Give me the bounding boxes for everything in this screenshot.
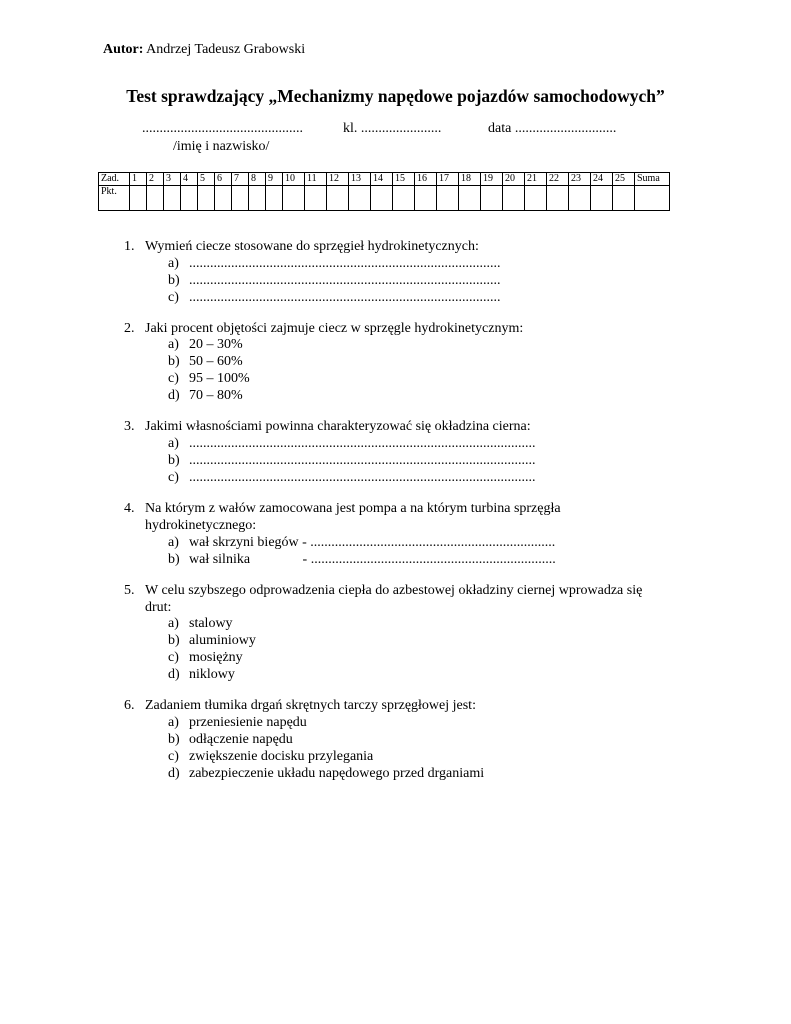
answer-option <box>168 452 536 469</box>
score-cell[interactable] <box>130 186 147 211</box>
name-field-dots: .............................................. <box>142 121 303 136</box>
answer-option <box>168 551 556 568</box>
score-cell[interactable] <box>481 186 503 211</box>
score-cell[interactable] <box>503 186 525 211</box>
option-letter: a) <box>168 715 179 730</box>
score-table-col: 4 <box>181 173 198 186</box>
answer-option[interactable] <box>168 615 233 632</box>
option-letter: b) <box>168 273 180 288</box>
score-cell[interactable] <box>305 186 327 211</box>
answer-blank[interactable]: ................................................................................................... <box>189 453 536 468</box>
score-table-col: 9 <box>266 173 283 186</box>
answer-option[interactable] <box>168 714 307 731</box>
score-table-col: 15 <box>393 173 415 186</box>
score-table-col: 8 <box>249 173 266 186</box>
score-cell[interactable] <box>164 186 181 211</box>
score-table-points-row <box>99 186 670 211</box>
option-text: aluminiowy <box>189 633 256 648</box>
option-letter: c) <box>168 749 179 764</box>
score-table-col: 10 <box>283 173 305 186</box>
answer-option <box>168 289 501 306</box>
score-cell[interactable] <box>547 186 569 211</box>
score-table-col: 20 <box>503 173 525 186</box>
question-text: Jaki procent objętości zajmuje ciecz w sprzęgle hydrokinetycznym: <box>145 321 524 336</box>
score-table-col: 17 <box>437 173 459 186</box>
answer-option[interactable] <box>168 765 484 782</box>
option-text: 20 – 30% <box>189 337 243 352</box>
answer-option[interactable] <box>168 387 243 404</box>
answer-option[interactable] <box>168 731 293 748</box>
score-table-col: 24 <box>591 173 613 186</box>
option-text: zwiększenie docisku przylegania <box>189 749 374 764</box>
question-text: Jakimi własnościami powinna charakteryzować się okładzina cierna: <box>145 419 531 434</box>
answer-option <box>168 469 536 486</box>
score-table-col: 1 <box>130 173 147 186</box>
question-text: Zadaniem tłumika drgań skrętnych tarczy sprzęgłowej jest: <box>145 698 476 713</box>
date-field: data ............................. <box>488 121 617 136</box>
score-table <box>98 172 670 211</box>
option-letter: a) <box>168 616 179 631</box>
answer-blank[interactable]: ......................................................................................... <box>189 273 501 288</box>
score-table-col: 6 <box>215 173 232 186</box>
question-text: W celu szybszego odprowadzenia ciepła do azbestowej okładziny ciernej wprowadza się <box>145 583 643 598</box>
class-field: kl. ....................... <box>343 121 442 136</box>
score-table-col: 13 <box>349 173 371 186</box>
score-cell-total[interactable] <box>635 186 670 211</box>
score-cell[interactable] <box>147 186 164 211</box>
score-table-col: 5 <box>198 173 215 186</box>
question-text: Wymień ciecze stosowane do sprzęgieł hydrokinetycznych: <box>145 239 479 254</box>
option-letter: b) <box>168 633 180 648</box>
score-table-col: 16 <box>415 173 437 186</box>
score-cell[interactable] <box>525 186 547 211</box>
question-number: 4. <box>124 501 135 516</box>
answer-option <box>168 272 501 289</box>
answer-blank[interactable]: wał skrzyni biegów - ...................................................................... <box>189 535 556 550</box>
score-cell[interactable] <box>249 186 266 211</box>
score-table-row-label: Pkt. <box>99 186 130 211</box>
option-letter: b) <box>168 552 180 567</box>
option-letter: a) <box>168 337 179 352</box>
score-cell[interactable] <box>266 186 283 211</box>
score-table-task-row <box>99 173 670 186</box>
author-line <box>103 42 305 58</box>
score-cell[interactable] <box>459 186 481 211</box>
option-letter: a) <box>168 256 179 271</box>
score-cell[interactable] <box>569 186 591 211</box>
score-table-col: 12 <box>327 173 349 186</box>
score-table-col-total: Suma <box>635 173 670 186</box>
score-table-col: 22 <box>547 173 569 186</box>
score-cell[interactable] <box>437 186 459 211</box>
option-text: stalowy <box>189 616 233 631</box>
answer-option[interactable] <box>168 649 243 666</box>
score-cell[interactable] <box>283 186 305 211</box>
score-cell[interactable] <box>198 186 215 211</box>
question-number: 3. <box>124 419 135 434</box>
option-text: zabezpieczenie układu napędowego przed drganiami <box>189 766 485 781</box>
score-cell[interactable] <box>415 186 437 211</box>
answer-option[interactable] <box>168 353 243 370</box>
name-field-caption: /imię i nazwisko/ <box>173 139 270 154</box>
score-table-col: 3 <box>164 173 181 186</box>
option-text: 95 – 100% <box>189 371 250 386</box>
option-text: mosiężny <box>189 650 243 665</box>
score-cell[interactable] <box>181 186 198 211</box>
score-cell[interactable] <box>371 186 393 211</box>
option-text: 50 – 60% <box>189 354 243 369</box>
score-table-col: 11 <box>305 173 327 186</box>
question-number: 2. <box>124 321 135 336</box>
question-number: 6. <box>124 698 135 713</box>
question-text: drut: <box>145 600 172 615</box>
answer-blank[interactable]: ................................................................................................... <box>189 436 536 451</box>
option-letter: b) <box>168 453 180 468</box>
score-cell[interactable] <box>591 186 613 211</box>
answer-option[interactable] <box>168 632 256 649</box>
author-label: Autor: <box>103 42 144 57</box>
option-letter: c) <box>168 470 179 485</box>
page-title: Test sprawdzający „Mechanizmy napędowe pojazdów samochodowych” <box>126 86 665 106</box>
option-letter: c) <box>168 371 179 386</box>
option-text: odłączenie napędu <box>189 732 293 747</box>
option-text: 70 – 80% <box>189 388 243 403</box>
score-table-col: 2 <box>147 173 164 186</box>
answer-blank[interactable]: wał silnika - ...................................................................... <box>189 552 556 567</box>
option-letter: d) <box>168 388 180 403</box>
score-cell[interactable] <box>393 186 415 211</box>
score-table-col: 14 <box>371 173 393 186</box>
answer-option[interactable] <box>168 748 373 765</box>
question-number: 5. <box>124 583 135 598</box>
option-letter: d) <box>168 766 180 781</box>
answer-blank[interactable]: ................................................................................................... <box>189 470 536 485</box>
option-text: niklowy <box>189 667 235 682</box>
score-table-row-label: Zad. <box>99 173 130 186</box>
question-text: Na którym z wałów zamocowana jest pompa a na którym turbina sprzęgła <box>145 501 561 516</box>
answer-option[interactable] <box>168 666 235 683</box>
question-number: 1. <box>124 239 135 254</box>
score-table-col: 19 <box>481 173 503 186</box>
answer-option <box>168 255 501 272</box>
score-cell[interactable] <box>349 186 371 211</box>
answer-blank[interactable]: ......................................................................................... <box>189 290 501 305</box>
option-letter: d) <box>168 667 180 682</box>
score-table-col: 18 <box>459 173 481 186</box>
option-letter: b) <box>168 354 180 369</box>
option-letter: a) <box>168 436 179 451</box>
score-table-col: 25 <box>613 173 635 186</box>
score-cell[interactable] <box>613 186 635 211</box>
score-cell[interactable] <box>215 186 232 211</box>
option-letter: b) <box>168 732 180 747</box>
option-letter: a) <box>168 535 179 550</box>
answer-option <box>168 534 555 551</box>
option-letter: c) <box>168 650 179 665</box>
author-name: Andrzej Tadeusz Grabowski <box>143 42 306 57</box>
score-table-col: 7 <box>232 173 249 186</box>
answer-option[interactable] <box>168 336 243 353</box>
score-cell[interactable] <box>327 186 349 211</box>
option-text: przeniesienie napędu <box>189 715 307 730</box>
answer-option[interactable] <box>168 370 250 387</box>
answer-blank[interactable]: ......................................................................................... <box>189 256 501 271</box>
question-text: hydrokinetycznego: <box>145 518 257 533</box>
answer-option <box>168 435 536 452</box>
score-cell[interactable] <box>232 186 249 211</box>
score-table-col: 21 <box>525 173 547 186</box>
option-letter: c) <box>168 290 179 305</box>
score-table-col: 23 <box>569 173 591 186</box>
